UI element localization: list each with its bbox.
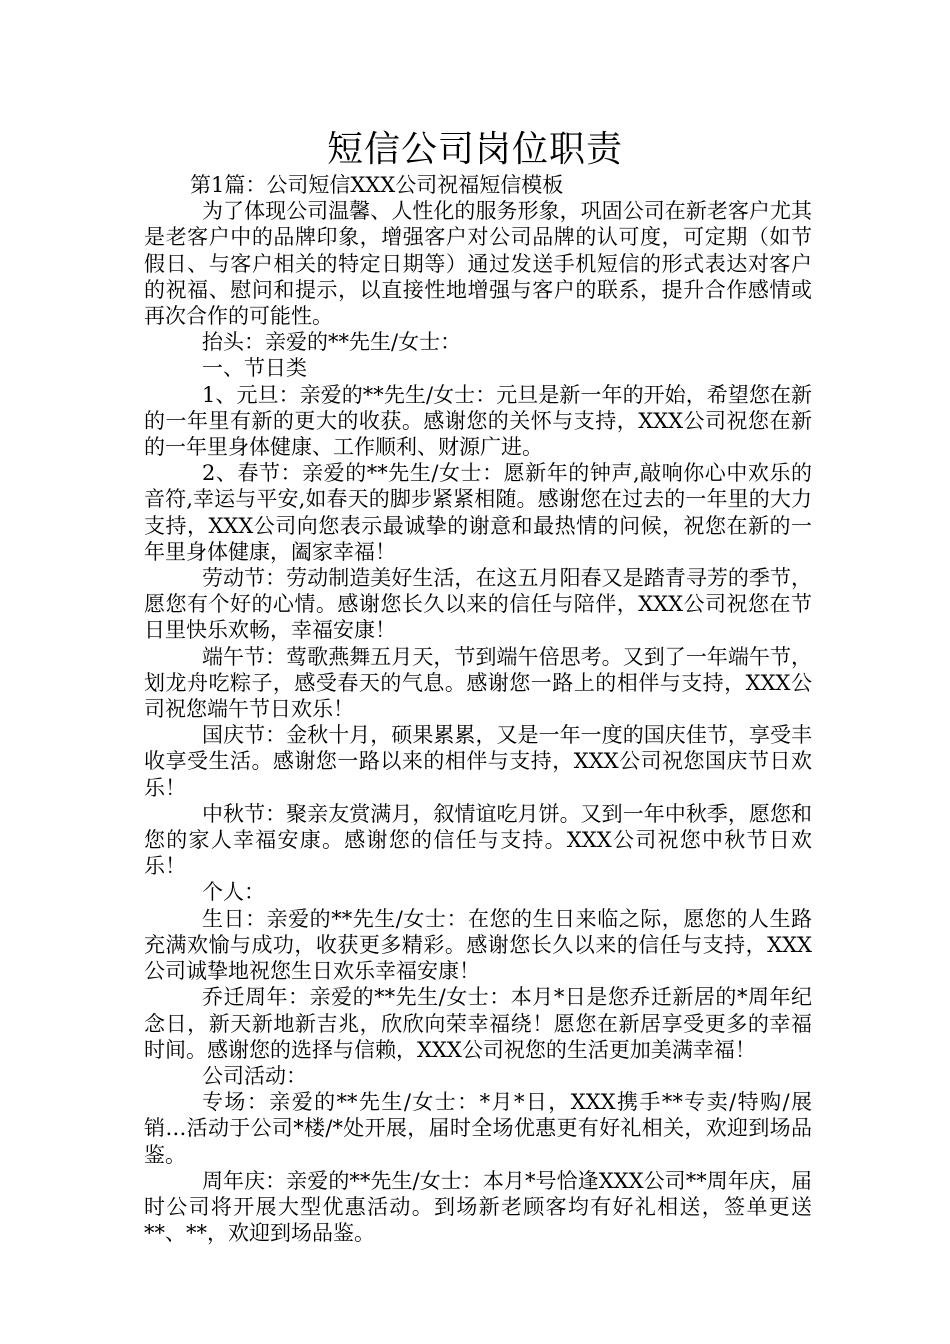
paragraph-intro: 为了体现公司温馨、人性化的服务形象，巩固公司在新老客户尤其是老客户中的品牌印象，增强客户对公司品牌的认可度，可定期（如节假日、与客户相关的特定日期等）通过发送手机短信的形式表达对客户的祝福、慰问和提示，以直接性地增强与客户的联系，提升合作感情或再次合作的可能性。	[144, 199, 812, 329]
paragraph-labor-day: 劳动节：劳动制造美好生活，在这五月阳春又是踏青寻芳的季节，愿您有个好的心情。感谢您长久以来的信任与陪伴，XXX公司祝您在节日里快乐欢畅，幸福安康！	[144, 566, 812, 643]
paragraph-housewarming: 乔迁周年：亲爱的**先生/女士：本月*日是您乔迁新居的*周年纪念日，新天新地新吉兆，欣欣向荣幸福绕！愿您在新居享受更多的幸福时间。感谢您的选择与信赖，XXX公司祝您的生活更加美满幸福！	[144, 985, 812, 1062]
paragraph-national-day: 国庆节：金秋十月，硕果累累，又是一年一度的国庆佳节，享受丰收享受生活。感谢您一路以来的相伴与支持，XXX公司祝您国庆节日欢乐！	[144, 723, 812, 800]
paragraph-dragon-boat: 端午节：莺歌燕舞五月天，节到端午倍思考。又到了一年端午节，划龙舟吃粽子，感受春天的气息。感谢您一路上的相伴与支持，XXX公司祝您端午节日欢乐！	[144, 644, 812, 722]
paragraph-special-event: 专场：亲爱的**先生/女士：*月*日，XXX携手**专卖/特购/展销…活动于公司*楼/*处开展，届时全场优惠更有好礼相关，欢迎到场品鉴。	[144, 1090, 812, 1167]
paragraph-new-year: 1、元旦：亲爱的**先生/女士：元旦是新一年的开始，希望您在新的一年里有新的更大的收获。感谢您的关怀与支持，XXX公司祝您在新的一年里身体健康、工作顺利、财源广进。	[144, 382, 812, 460]
document-title: 短信公司岗位职责	[326, 129, 623, 170]
paragraph-spring-festival: 2、春节：亲爱的**先生/女士：愿新年的钟声,敲响你心中欢乐的音符,幸运与平安,如春天的脚步紧紧相随。感谢您在过去的一年里的大力支持，XXX公司向您表示最诚挚的谢意和最热情的问候，祝您在新的一年里身体健康，阖家幸福！	[144, 461, 812, 564]
section-heading-personal: 个人：	[202, 880, 265, 905]
paragraph-salutation: 抬头：亲爱的**先生/女士：	[202, 330, 462, 355]
paragraph-anniversary: 周年庆：亲爱的**先生/女士：本月*号恰逢XXX公司**周年庆，届时公司将开展大型优惠活动。到场新老顾客均有好礼相送，签单更送**、**，欢迎到场品鉴。	[144, 1168, 812, 1246]
document-body	[144, 172, 812, 1246]
paragraph-mid-autumn: 中秋节：聚亲友赏满月，叙情谊吃月饼。又到一年中秋季，愿您和您的家人幸福安康。感谢您的信任与支持。XXX公司祝您中秋节日欢乐！	[144, 801, 812, 879]
document-subtitle: 第1篇：公司短信XXX公司祝福短信模板	[190, 173, 564, 197]
paragraph-birthday: 生日：亲爱的**先生/女士：在您的生日来临之际，愿您的人生路充满欢愉与成功，收获更多精彩。感谢您长久以来的信任与支持，XXX公司诚挚地祝您生日欢乐幸福安康！	[144, 906, 812, 984]
section-heading-holidays: 一、节日类	[202, 356, 307, 381]
section-heading-company-events: 公司活动：	[202, 1063, 307, 1088]
